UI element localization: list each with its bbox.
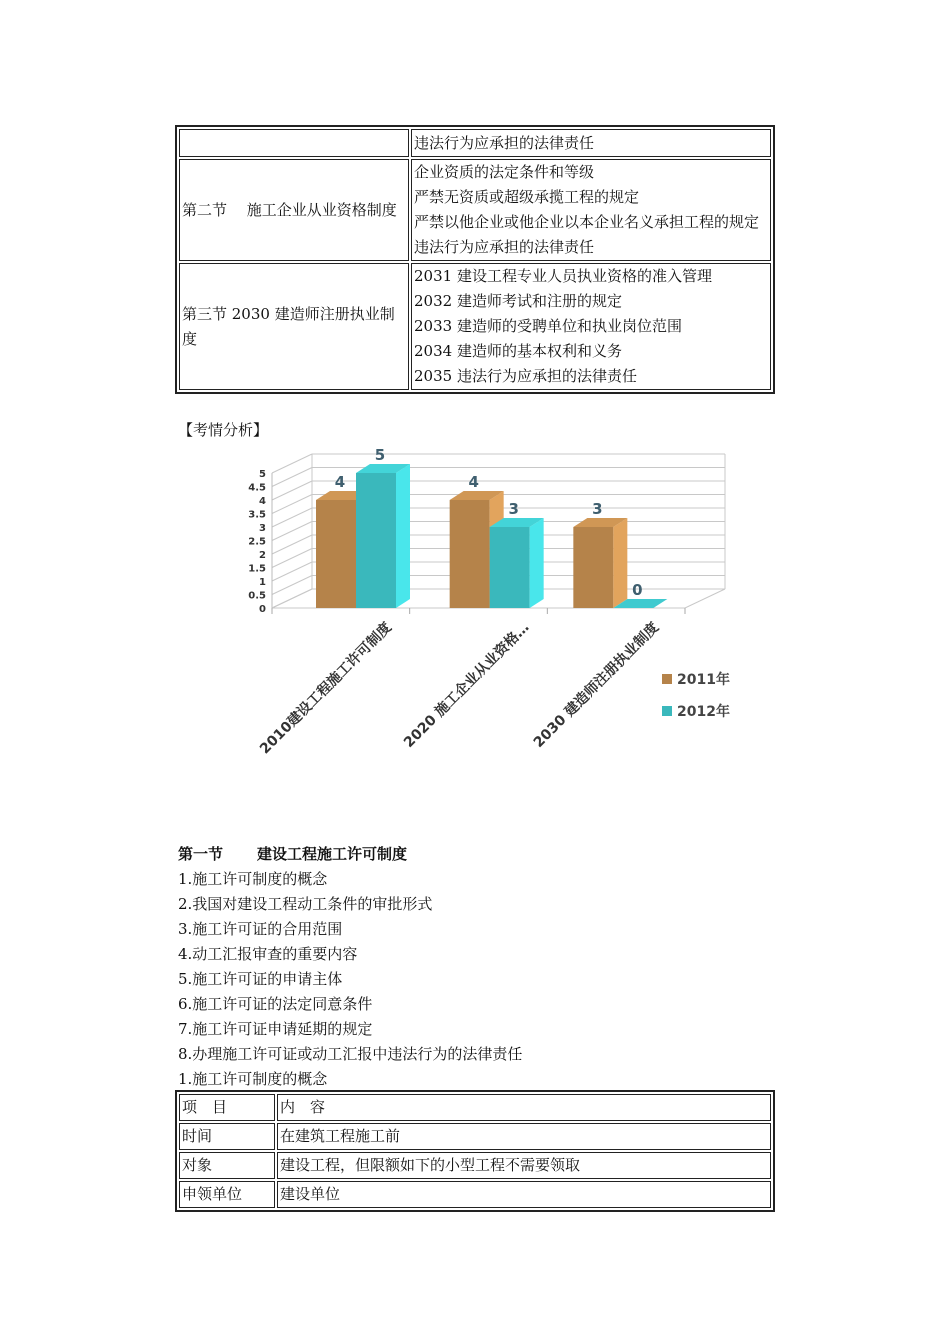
- table-cell-right: [411, 129, 771, 157]
- table-row: [179, 1181, 771, 1208]
- legend-label: 2012年: [677, 704, 730, 720]
- table-cell-left: [179, 129, 409, 157]
- list-item: 4.动工汇报审查的重要内容: [178, 945, 358, 963]
- bar-2011: [573, 518, 627, 608]
- legend-swatch: [662, 706, 672, 716]
- cell-line: 严禁无资质或超级承揽工程的规定: [414, 188, 640, 206]
- data-label: 3: [592, 500, 603, 518]
- category-label: 2010建设工程施工许可制度: [256, 619, 395, 758]
- data-label: 3: [508, 500, 519, 518]
- list-item: 8.办理施工许可证或动工汇报中违法行为的法律责任: [178, 1045, 523, 1063]
- list-item: 7.施工许可证申请延期的规定: [178, 1020, 373, 1038]
- list-item: 5.施工许可证的申请主体: [178, 970, 343, 988]
- cell-line: 企业资质的法定条件和等级: [414, 163, 595, 181]
- bar-front: [573, 527, 613, 608]
- legend-label: 2011年: [677, 672, 730, 688]
- cell-line: 2031 建设工程专业人员执业资格的准入管理: [414, 267, 712, 285]
- table-cell: 在建筑工程施工前: [277, 1123, 771, 1150]
- analysis-label: 【考情分析】: [178, 421, 269, 439]
- table-row: [179, 1094, 771, 1121]
- data-label: 0: [632, 581, 643, 599]
- list-item: 2.我国对建设工程动工条件的审批形式: [178, 895, 433, 913]
- permit-concept-table: [175, 1090, 775, 1212]
- section-item-list: [178, 867, 522, 1092]
- syllabus-table: [175, 125, 775, 394]
- bar-side: [396, 464, 410, 608]
- cell-line: 2032 建造师考试和注册的规定: [414, 292, 622, 310]
- table-header-item: 项 目: [179, 1094, 275, 1121]
- y-tick-label: 2.5: [248, 536, 266, 548]
- table-header-content: 内 容: [277, 1094, 771, 1121]
- section-title: [178, 843, 407, 864]
- table-cell-right: [411, 263, 771, 390]
- y-tick-label: 5: [259, 469, 266, 480]
- list-item: 1.施工许可制度的概念: [178, 870, 328, 888]
- chart-legend: [662, 671, 730, 720]
- y-tick-label: 4: [259, 496, 266, 507]
- list-item: 1.施工许可制度的概念: [178, 1070, 328, 1088]
- cell-line: 违法行为应承担的法律责任: [414, 238, 595, 256]
- y-tick-label: 0: [259, 604, 266, 615]
- list-item: 6.施工许可证的法定同意条件: [178, 995, 373, 1013]
- y-tick-label: 4.5: [248, 482, 266, 494]
- chart-bars: [316, 464, 667, 608]
- list-item: 3.施工许可证的合用范围: [178, 920, 343, 938]
- category-label: 2020 施工企业从业资格…: [401, 619, 533, 751]
- data-label: 4: [334, 473, 346, 491]
- table-cell: 建设单位: [277, 1181, 771, 1208]
- table-row: [179, 263, 771, 390]
- bar-side: [613, 518, 627, 608]
- bar-2012: [490, 518, 544, 608]
- table-row: [179, 1123, 771, 1150]
- y-tick-label: 0.5: [248, 590, 266, 602]
- table-row: [179, 129, 771, 157]
- bar-2012: [356, 464, 410, 608]
- table-cell-right: [411, 159, 771, 261]
- section-name: 建设工程施工许可制度: [257, 845, 408, 863]
- y-tick-label: 3: [259, 523, 266, 534]
- bar-front: [316, 500, 356, 608]
- cell-line: 2035 违法行为应承担的法律责任: [414, 367, 637, 385]
- cell-line: 2033 建造师的受聘单位和执业岗位范围: [414, 317, 682, 335]
- table-cell-left: 第三节 2030 建造师注册执业制度: [179, 263, 409, 390]
- table-row: [179, 159, 771, 261]
- legend-swatch: [662, 674, 672, 684]
- y-axis: [248, 469, 266, 615]
- table-cell: 对象: [179, 1152, 275, 1179]
- x-axis-labels: [256, 619, 662, 758]
- table-cell-left: 第二节 施工企业从业资格制度: [179, 159, 409, 261]
- section-number: 第一节: [178, 845, 224, 863]
- y-tick-label: 1: [259, 577, 266, 588]
- table-row: [179, 1152, 771, 1179]
- bar-side: [530, 518, 544, 608]
- exam-frequency-chart: [180, 445, 760, 815]
- y-tick-label: 2: [259, 550, 266, 561]
- cell-line: 违法行为应承担的法律责任: [414, 133, 595, 152]
- table-cell: 时间: [179, 1123, 275, 1150]
- table-cell: 建设工程，但限额如下的小型工程不需要领取: [277, 1152, 771, 1179]
- cell-line: 2034 建造师的基本权利和义务: [414, 342, 622, 360]
- cell-line: 严禁以他企业或他企业以本企业名义承担工程的规定: [414, 213, 760, 231]
- bar-front: [356, 473, 396, 608]
- data-label: 5: [374, 446, 386, 464]
- table-cell: 申领单位: [179, 1181, 275, 1208]
- data-label: 4: [468, 473, 479, 491]
- bar-front: [450, 500, 490, 608]
- y-tick-label: 1.5: [248, 563, 266, 575]
- bar-front: [490, 527, 530, 608]
- category-label: 2030 建造师注册执业制度: [530, 619, 663, 751]
- y-tick-label: 3.5: [248, 509, 266, 521]
